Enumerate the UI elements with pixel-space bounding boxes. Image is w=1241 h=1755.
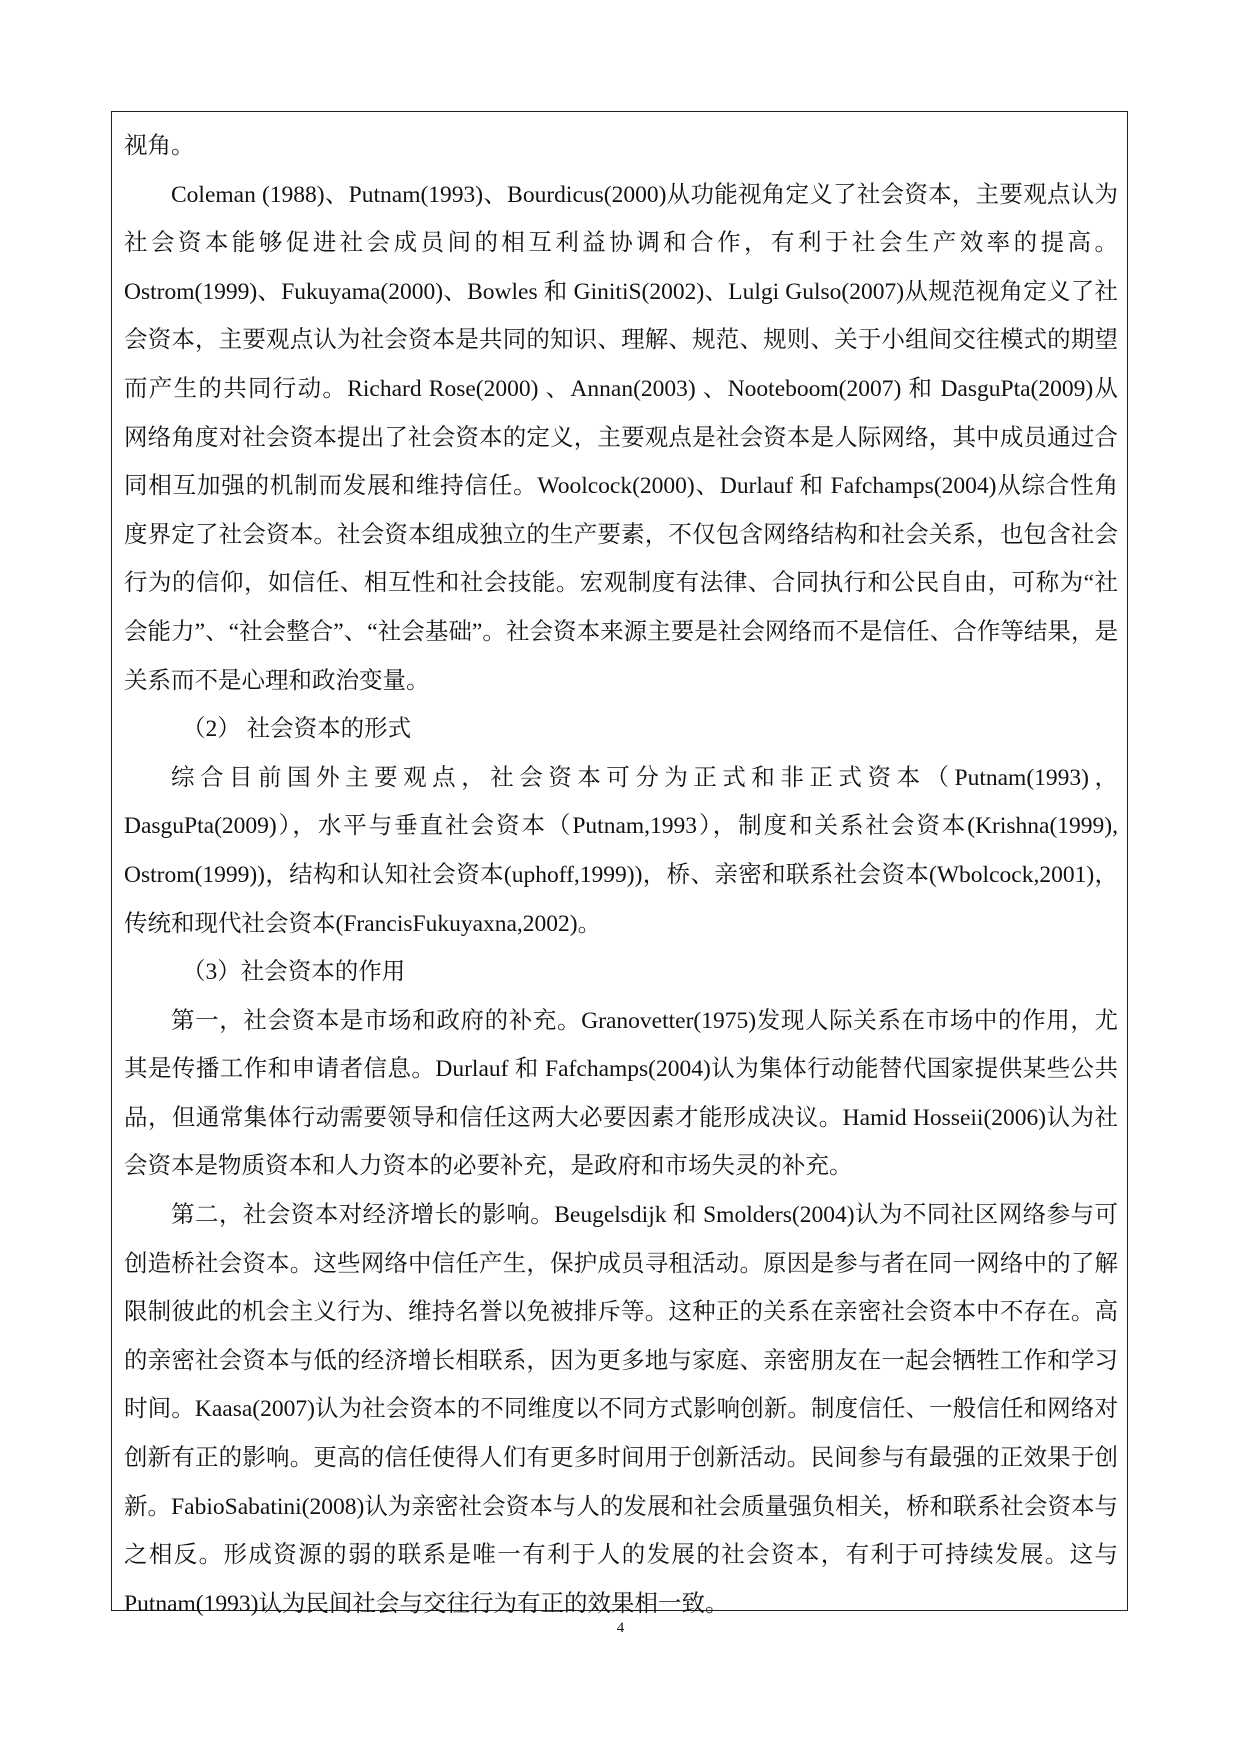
paragraph-first-role: 第一，社会资本是市场和政府的补充。Granovetter(1975)发现人际关系在市场中的作用，尤其是传播工作和申请者信息。Durlauf 和 Fafchamps(2004)认为集体行动能替代国家提供某些公共品，但通常集体行动需要领导和信任这两大必要因素才能形成决议。Hamid Hosseii(2006)认为社会资本是物质资本和人力资本的必要补充，是政府和市场失灵的补充。: [124, 1007, 1118, 1180]
page-number: 4: [616, 1620, 625, 1636]
paragraph-forms: 综合目前国外主要观点，社会资本可分为正式和非正式资本（Putnam(1993)，DasguPta(2009)），水平与垂直社会资本（Putnam,1993），制度和关系社会资本(Krishna(1999), Ostrom(1999))，结构和认知社会资本(uphoff,1999))，桥、亲密和联系社会资本(Wbolcock,2001)，传统和现代社会资本(FrancisFukuyaxna,2002)。: [124, 764, 1118, 937]
section-heading-forms: （2） 社会资本的形式: [182, 716, 412, 743]
paragraph-definitions: Coleman (1988)、Putnam(1993)、Bourdicus(2000)从功能视角定义了社会资本，主要观点认为社会资本能够促进社会成员间的相互利益协调和合作，有利于社会生产效率的提高。Ostrom(1999)、Fukuyama(2000)、Bowles 和 GinitiS(2002)、Lulgi Gulso(2007)从规范视角定义了社会资本，主要观点认为社会资本是共同的知识、理解、规范、规则、关于小组间交往模式的期望而产生的共同行动。Richard Rose(2000) 、Annan(2003) 、Nooteboom(2007) 和 DasguPta(2009)从网络角度对社会资本提出了社会资本的定义，主要观点是社会资本是人际网络，其中成员通过合同相互加强的机制而发展和维持信任。Woolcock(2000)、Durlauf 和 Fafchamps(2004)从综合性角度界定了社会资本。社会资本组成独立的生产要素，不仅包含网络结构和社会关系，也包含社会行为的信仰，如信任、相互性和社会技能。宏观制度有法律、合同执行和公民自由，可称为“社会能力”、“社会整合”、“社会基础”。社会资本来源主要是社会网络而不是信任、合作等结果，是关系而不是心理和政治变量。: [124, 181, 1118, 694]
document-body: [124, 122, 1118, 1628]
paragraph-continuation: 视角。: [124, 133, 195, 159]
paragraph-second-role: 第二，社会资本对经济增长的影响。Beugelsdijk 和 Smolders(2004)认为不同社区网络参与可创造桥社会资本。这些网络中信任产生，保护成员寻租活动。原因是参与者在同一网络中的了解限制彼此的机会主义行为、维持名誉以免被排斥等。这种正的关系在亲密社会资本中不存在。高的亲密社会资本与低的经济增长相联系，因为更多地与家庭、亲密朋友在一起会牺牲工作和学习时间。Kaasa(2007)认为社会资本的不同维度以不同方式影响创新。制度信任、一般信任和网络对创新有正的影响。更高的信任使得人们有更多时间用于创新活动。民间参与有最强的正效果于创新。FabioSabatini(2008)认为亲密社会资本与人的发展和社会质量强负相关，桥和联系社会资本与之相反。形成资源的弱的联系是唯一有利于人的发展的社会资本，有利于可持续发展。这与 Putnam(1993)认为民间社会与交往行为有正的效果相一致。: [124, 1202, 1118, 1617]
section-heading-roles: （3）社会资本的作用: [182, 959, 406, 986]
